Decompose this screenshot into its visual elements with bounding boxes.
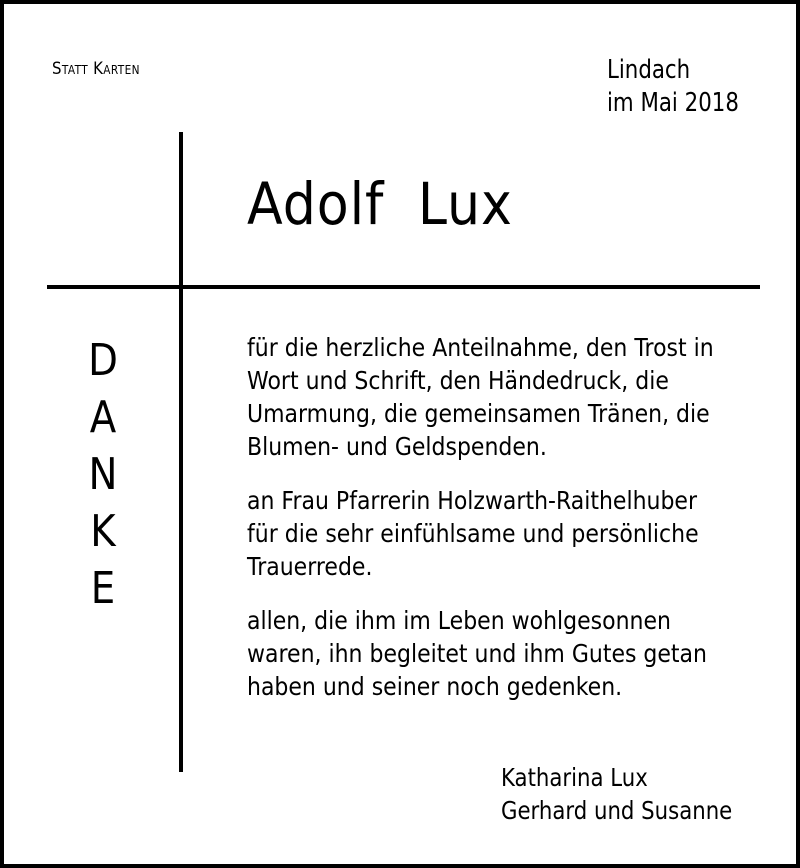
danke-letter: D <box>88 335 118 386</box>
cross-horizontal-line <box>47 285 760 289</box>
danke-letter: E <box>90 563 116 614</box>
danke-letter: K <box>90 506 116 557</box>
text-line: haben und seiner noch gedenken. <box>247 672 623 701</box>
thanks-text <box>247 331 757 724</box>
text-line: für die sehr einfühlsame und persönliche <box>247 519 699 548</box>
text-line: waren, ihn begleitet und ihm Gutes getan <box>247 639 707 668</box>
text-line: an Frau Pfarrerin Holzwarth-Raithelhuber <box>247 486 698 515</box>
family-signature <box>501 761 732 827</box>
text-line: allen, die ihm im Leben wohlgesonnen <box>247 606 671 635</box>
signature-line: Katharina Lux <box>501 763 648 792</box>
signature-line: Gerhard und Susanne <box>501 796 733 825</box>
danke-letter: N <box>88 449 118 500</box>
place-date <box>607 54 739 120</box>
deceased-name: Adolf Lux <box>247 170 513 238</box>
thanks-paragraph-everyone <box>247 604 757 703</box>
statt-karten-label: Statt Karten <box>52 59 140 79</box>
text-line: Umarmung, die gemeinsamen Tränen, die <box>247 399 710 428</box>
thanks-paragraph-pastor <box>247 484 757 583</box>
text-line: Blumen- und Geldspenden. <box>247 432 547 461</box>
danke-letter: A <box>89 392 117 443</box>
danke-vertical <box>68 332 138 617</box>
date: im Mai 2018 <box>607 88 739 118</box>
cross-vertical-line <box>179 132 183 772</box>
place: Lindach <box>607 55 691 85</box>
text-line: Wort und Schrift, den Händedruck, die <box>247 366 669 395</box>
thanks-paragraph-condolences <box>247 331 757 463</box>
text-line: Trauerrede. <box>247 552 373 581</box>
text-line: für die herzliche Anteilnahme, den Trost in <box>247 333 714 362</box>
